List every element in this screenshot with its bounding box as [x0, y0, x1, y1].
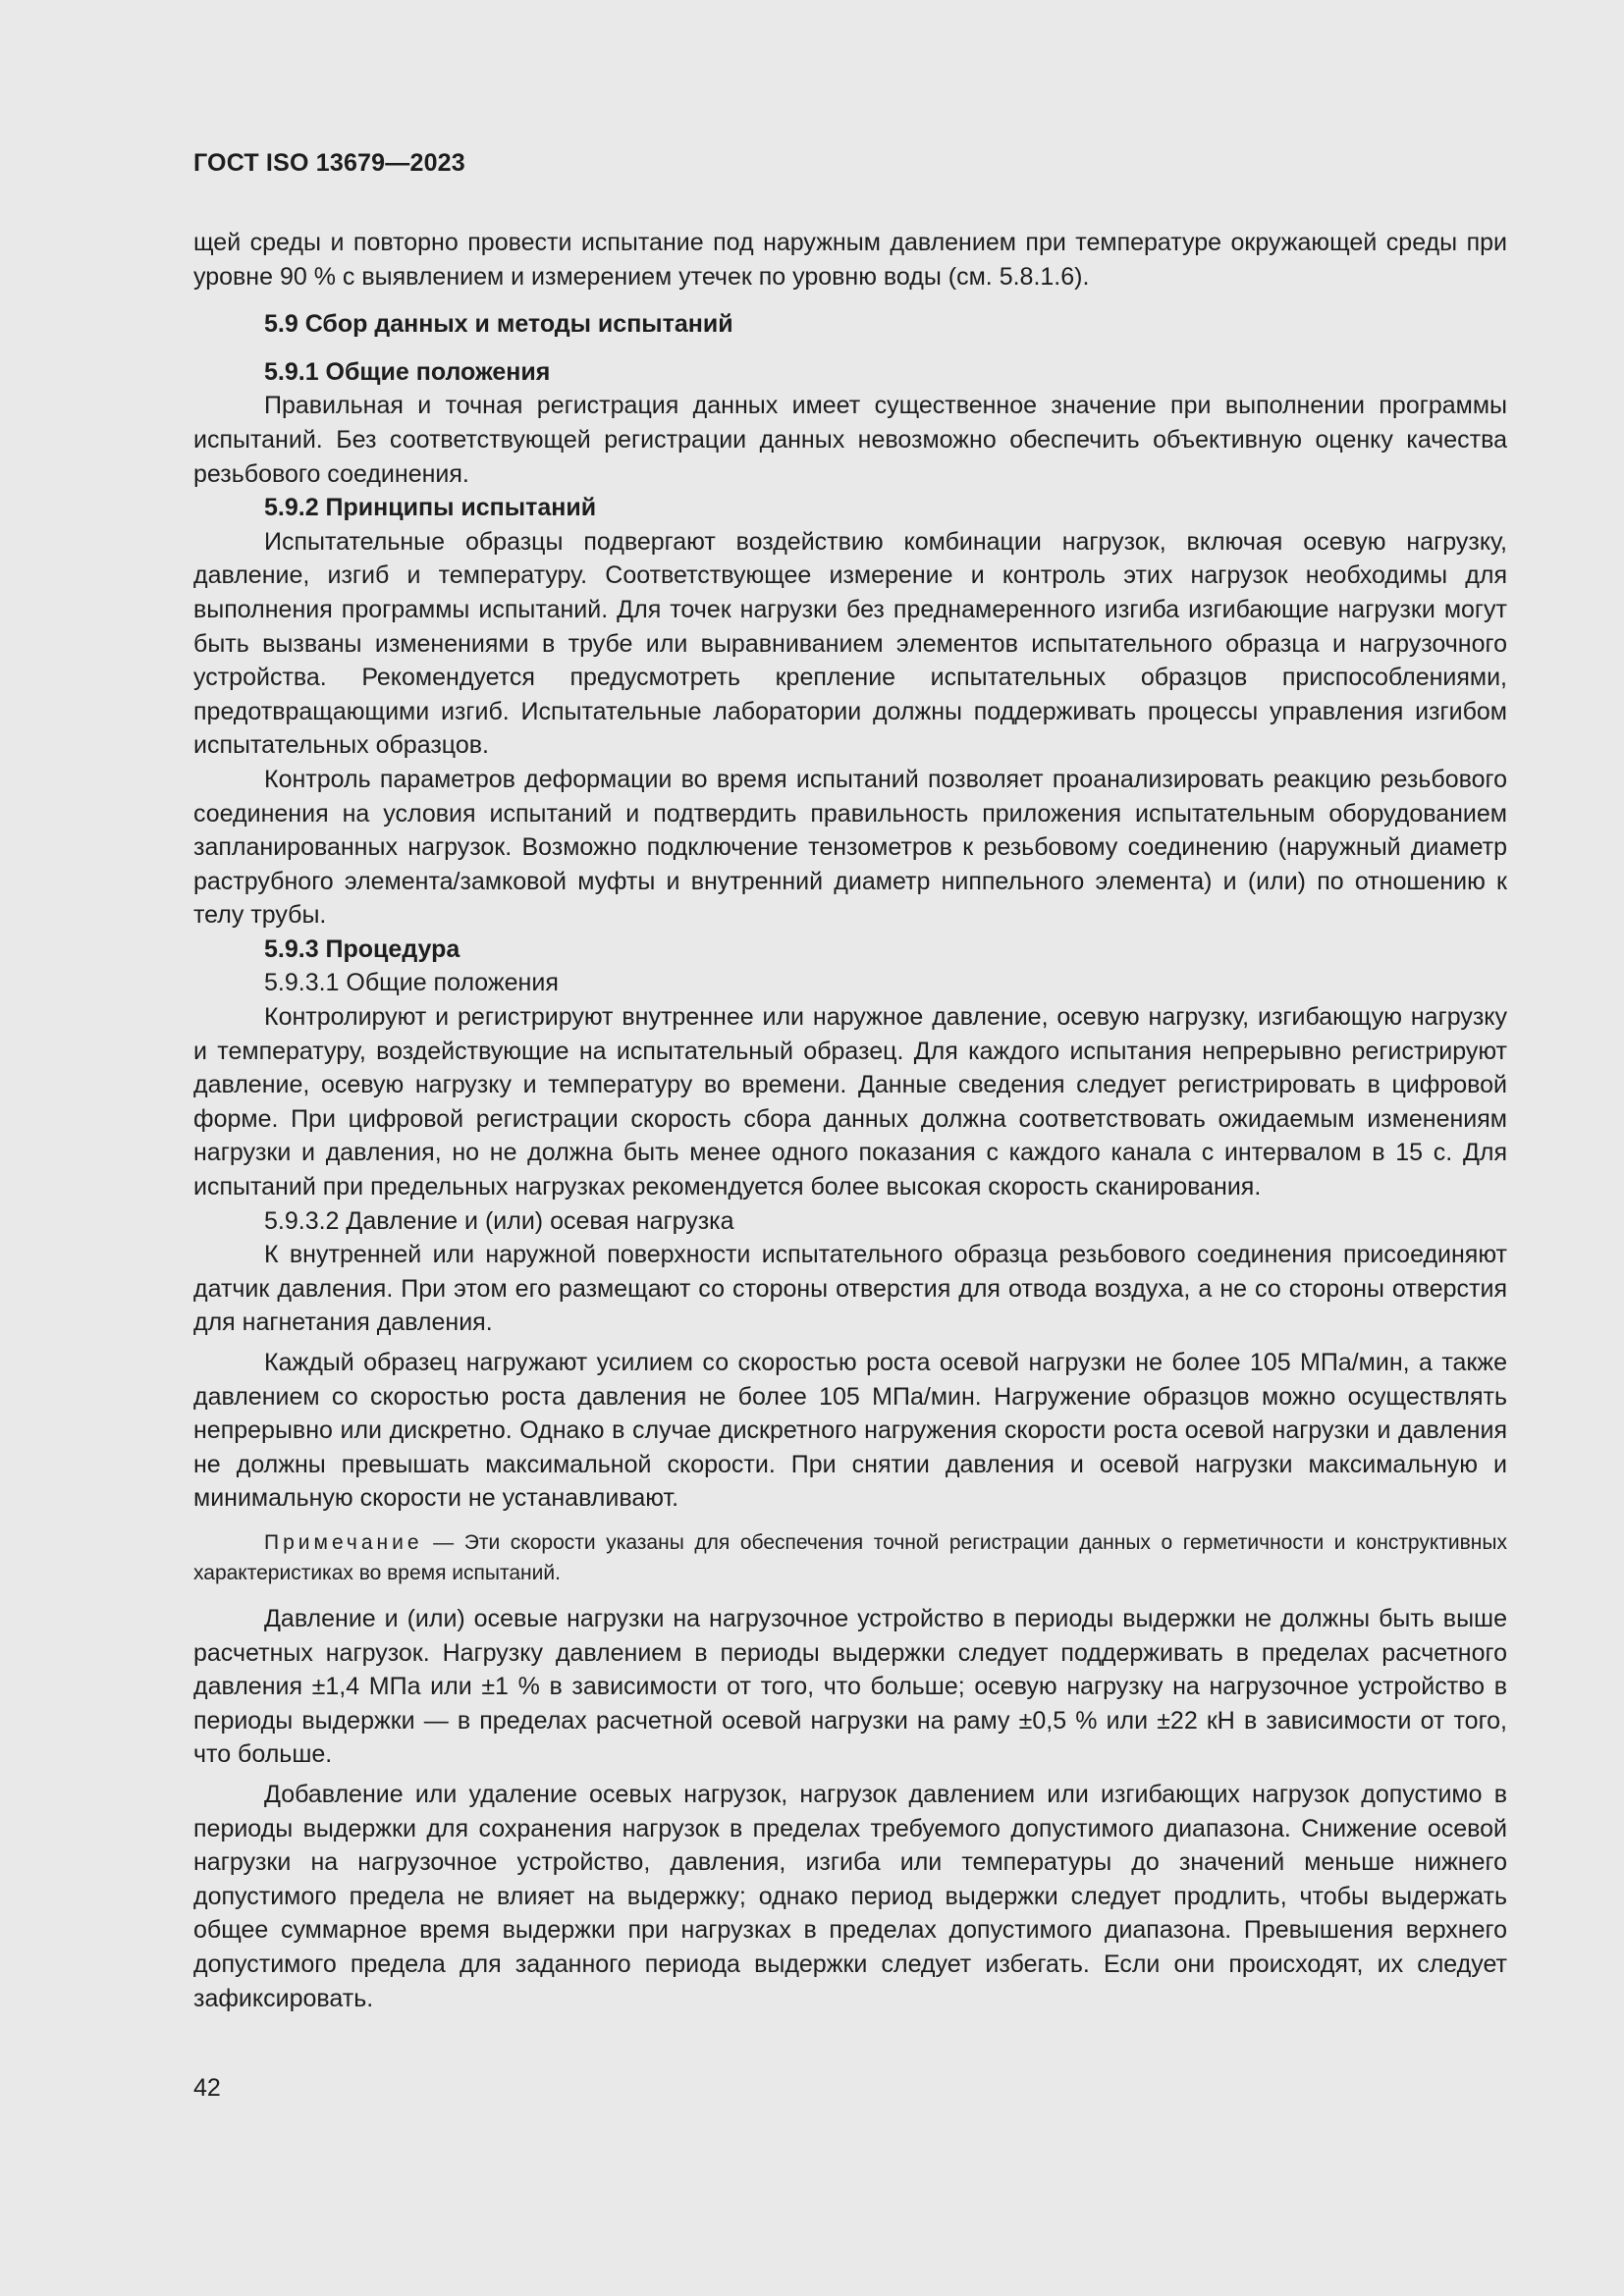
clause-heading-5-9-3-2: 5.9.3.2 Давление и (или) осевая нагрузка [264, 1206, 734, 1235]
note-label: Примечание [264, 1530, 423, 1554]
paragraph: Испытательные образцы подвергают воздействию комбинации нагрузок, включая осевую нагрузку, давление, изгиб и температуру. Соответствующее измерение и контроль этих нагрузок необходимы для выполнения программы испытаний. Для точек нагрузки без преднамеренного изгиба изгибающие нагрузки могут быть вызваны изменениями в трубе или выравниванием элементов испытательного образца и нагрузочного устройства. Рекомендуется предусмотреть крепление испытательных образцов приспособлениями, предотвращающими изгиб. Испытательные лаборатории должны поддерживать процессы управления изгибом испытательных образцов. [193, 527, 1507, 760]
note [193, 1527, 1507, 1588]
paragraph: Каждый образец нагружают усилием со скоростью роста осевой нагрузки не более 105 МПа/мин, а также давлением со скоростью роста давления не более 105 МПа/мин. Нагружение образцов можно осуществлять непрерывно или дискретно. Однако в случае дискретного нагружения скорости роста осевой нагрузки и давления не должны превышать максимальной скорости. При снятии давления и осевой нагрузки максимальную и минимальную скорости не устанавливают. [193, 1349, 1507, 1513]
page-number: 42 [193, 2074, 221, 2102]
subsection-heading-5-9-1: 5.9.1 Общие положения [264, 357, 551, 386]
continuation-paragraph: щей среды и повторно провести испытание под наружным давлением при температуре окружающей среды при уровне 90 % с выявлением и измерением утечек по уровню воды (см. 5.8.1.6). [193, 229, 1507, 291]
note-text: — Эти скорости указаны для обеспечения точной регистрации данных о герметичности и конструктивных характеристиках во время испытаний. [193, 1530, 1507, 1584]
clause-heading-5-9-3-1: 5.9.3.1 Общие положения [264, 969, 559, 997]
paragraph: Контролируют и регистрируют внутреннее или наружное давление, осевую нагрузку, изгибающую нагрузку и температуру, воздействующие на испытательный образец. Для каждого испытания непрерывно регистрируют давление, осевую нагрузку и температуру во времени. Данные сведения следует регистрировать в цифровой форме. При цифровой регистрации скорость сбора данных должна соответствовать ожидаемым изменениям нагрузки и давления, но не должна быть менее одного показания с каждого канала с интервалом в 15 с. Для испытаний при предельных нагрузках рекомендуется более высокая скорость сканирования. [193, 1003, 1507, 1201]
standard-header: ГОСТ ISO 13679—2023 [193, 149, 465, 177]
paragraph: Правильная и точная регистрация данных имеет существенное значение при выполнении программы испытаний. Без соответствующей регистрации данных невозможно обеспечить объективную оценку качества резьбового соединения. [193, 392, 1507, 488]
paragraph: Контроль параметров деформации во время испытаний позволяет проанализировать реакцию резьбового соединения на условия испытаний и подтвердить правильность приложения испытательным оборудованием запланированных нагрузок. Возможно подключение тензометров к резьбовому соединению (наружный диаметр раструбного элемента/замковой муфты и внутренний диаметр ниппельного элемента) и (или) по отношению к телу трубы. [193, 765, 1507, 930]
paragraph: К внутренней или наружной поверхности испытательного образца резьбового соединения присоединяют датчик давления. При этом его размещают со стороны отверстия для отвода воздуха, а не со стороны отверстия для нагнетания давления. [193, 1241, 1507, 1337]
paragraph: Давление и (или) осевые нагрузки на нагрузочное устройство в периоды выдержки не должны быть выше расчетных нагрузок. Нагрузку давлением в периоды выдержки следует поддерживать в пределах расчетного давления ±1,4 МПа или ±1 % в зависимости от того, что больше; осевую нагрузку на нагрузочное устройство в периоды выдержки — в пределах расчетной осевой нагрузки на раму ±0,5 % или ±22 кН в зависимости от того, что больше. [193, 1604, 1507, 1769]
document-body [193, 226, 1507, 2015]
subsection-heading-5-9-2: 5.9.2 Принципы испытаний [264, 494, 597, 522]
section-heading-5-9: 5.9 Сбор данных и методы испытаний [264, 310, 733, 339]
paragraph: Добавление или удаление осевых нагрузок, нагрузок давлением или изгибающих нагрузок допустимо в периоды выдержки для сохранения нагрузок в пределах требуемого допустимого диапазона. Снижение осевой нагрузки на нагрузочное устройство, давления, изгиба или температуры до значений меньше нижнего допустимого предела не влияет на выдержку; однако период выдержки следует продлить, чтобы выдержать общее суммарное время выдержки при нагрузках в пределах допустимого диапазона. Превышения верхнего допустимого предела для заданного периода выдержки следует избегать. Если они происходят, их следует зафиксировать. [193, 1780, 1507, 2012]
subsection-heading-5-9-3: 5.9.3 Процедура [264, 934, 460, 963]
